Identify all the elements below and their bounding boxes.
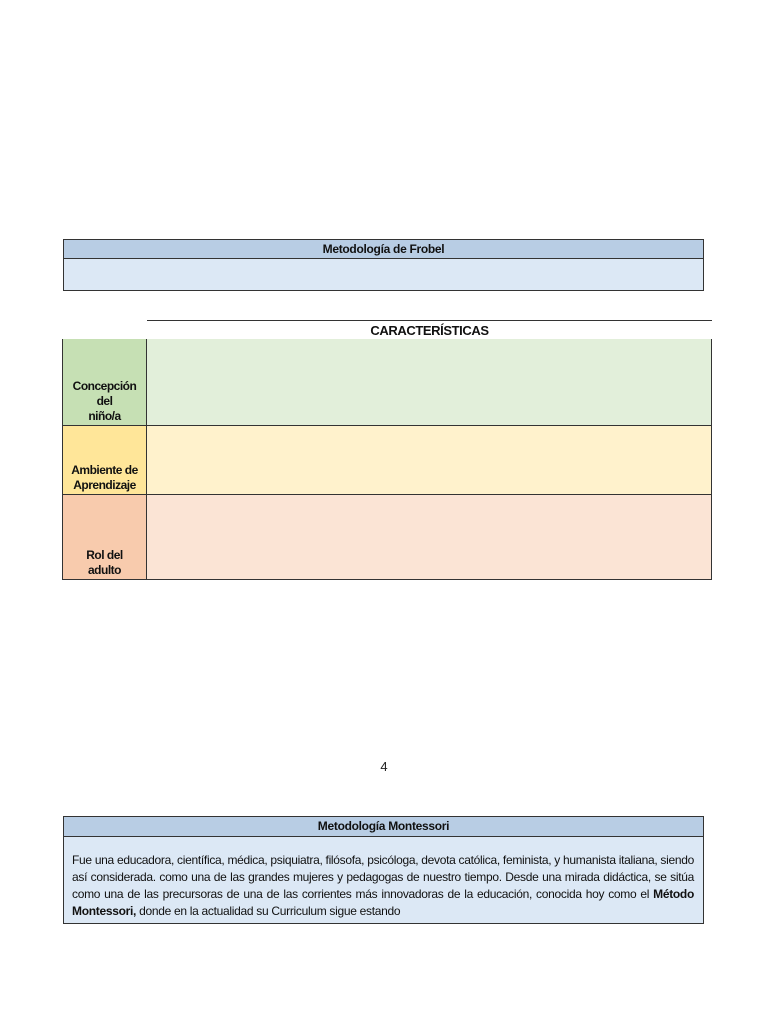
montessori-table — [63, 816, 704, 924]
table-row — [62, 495, 712, 580]
label-line: adulto — [88, 563, 121, 577]
page-number: 4 — [380, 759, 388, 774]
table-row — [62, 426, 712, 495]
row-label-rol — [62, 495, 147, 579]
characteristics-header: CARACTERÍSTICAS — [370, 323, 489, 338]
label-line: Rol del — [86, 548, 123, 562]
row-label-concepcion — [62, 339, 147, 425]
label-line: Aprendizaje — [73, 478, 136, 492]
label-line: Ambiente de — [71, 463, 138, 477]
paragraph-text: Fue una educadora, científica, médica, psiquiatra, filósofa, psicóloga, devota católica, feminista, y humanista italiana, siendo así considerada. como una de las grandes mujeres y pedagogas de nuestro tiempo. Desde una mirada didáctica, se sitúa como una de las precursoras de una de las corrientes más innovadoras de la educación, conocida hoy como el — [72, 853, 694, 901]
table-row — [62, 339, 712, 426]
row-content-cell — [147, 426, 712, 494]
label-line: del — [96, 394, 113, 408]
montessori-title: Metodología Montessori — [64, 817, 703, 837]
paragraph-text-continued: donde en la actualidad su Curriculum sigue estando — [136, 904, 401, 918]
frobel-title: Metodología de Frobel — [64, 240, 703, 259]
label-line: Concepción — [72, 379, 137, 393]
row-content-cell — [147, 339, 712, 425]
frobel-table — [63, 239, 704, 291]
row-content-cell — [147, 495, 712, 579]
label-line: niño/a — [88, 409, 121, 423]
montessori-paragraph — [64, 837, 703, 920]
row-label-ambiente — [62, 426, 147, 494]
characteristics-table — [62, 339, 712, 580]
method-name-bold: Método Montessori, — [72, 887, 694, 918]
characteristics-header-rule — [147, 320, 712, 321]
